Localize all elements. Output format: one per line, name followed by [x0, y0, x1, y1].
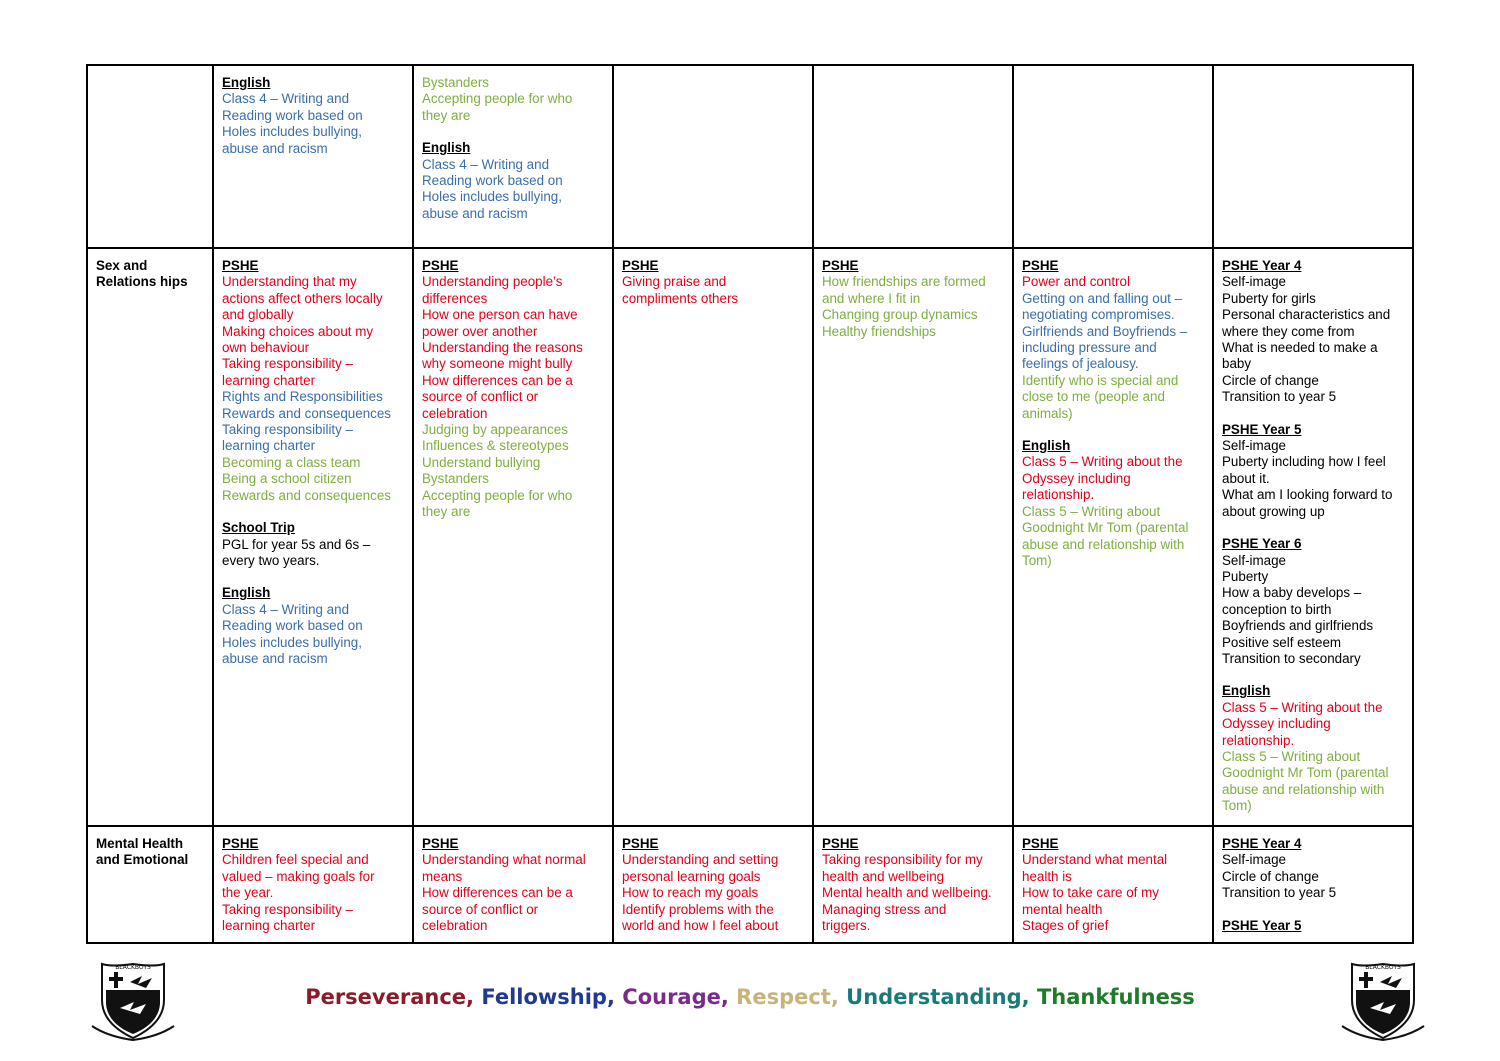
- cell-line: Accepting people for who: [422, 91, 573, 107]
- cell-line: feelings of jealousy.: [1022, 356, 1139, 372]
- section-heading: PSHE: [422, 258, 459, 273]
- cell-line: celebration: [422, 405, 488, 421]
- cell-line: Tom): [1222, 798, 1252, 814]
- section-heading: English: [222, 75, 271, 90]
- cell-line: Identify who is special and: [1022, 372, 1179, 388]
- cell-line: Puberty: [1222, 568, 1269, 584]
- cell-line: abuse and racism: [222, 650, 328, 666]
- school-value-word: Fellowship: [481, 985, 607, 1009]
- cell-line: Becoming a class team: [222, 454, 361, 470]
- cell-line: about it.: [1222, 470, 1270, 486]
- cell-line: learning charter: [222, 438, 316, 454]
- cell-line: source of conflict or: [422, 389, 539, 405]
- section-heading: PSHE: [622, 258, 659, 273]
- cell-line: triggers.: [822, 918, 871, 934]
- table-cell: [613, 65, 813, 248]
- cell-line: PGL for year 5s and 6s –: [222, 536, 371, 552]
- cell-line: Taking responsibility –: [222, 422, 353, 438]
- cell-section: [1222, 258, 1408, 406]
- table-cell: [1213, 248, 1413, 826]
- section-heading: English: [222, 585, 271, 601]
- cell-line: Class 4 – Writing and: [222, 601, 350, 617]
- cell-line: Giving praise and: [622, 274, 727, 290]
- crest-top-text: BLACKBOYS: [115, 964, 151, 971]
- cell-line: relationship.: [1022, 487, 1095, 503]
- cell-line: negotiating compromises.: [1022, 307, 1175, 323]
- cell-line: Self-image: [1222, 852, 1287, 868]
- cell-line: Positive self esteem: [1222, 634, 1342, 650]
- table-cell: [613, 248, 813, 826]
- school-values-footer: Perseverance, Fellowship, Courage, Respect, Understanding, Thankfulness: [305, 985, 1195, 1009]
- cell-line: Class 5 – Writing about the: [1022, 454, 1183, 470]
- cell-line: Being a school citizen: [222, 471, 352, 487]
- table-cell: [213, 248, 413, 826]
- cell-line: Accepting people for who: [422, 487, 573, 503]
- table-cell: [813, 248, 1013, 826]
- cell-line: How a baby develops –: [1222, 585, 1362, 601]
- cell-line: source of conflict or: [422, 901, 539, 917]
- cell-line: Getting on and falling out –: [1022, 290, 1183, 306]
- cell-line: Power and control: [1022, 274, 1130, 290]
- cell-line: Rights and Responsibilities: [222, 389, 383, 405]
- table-cell: [613, 826, 813, 943]
- cell-line: Children feel special and: [222, 852, 369, 868]
- section-heading: PSHE Year 5: [1222, 917, 1302, 933]
- cell-line: What is needed to make a: [1222, 340, 1378, 356]
- cell-line: abuse and racism: [422, 205, 528, 221]
- cell-line: Understand what mental: [1022, 852, 1168, 868]
- cell-line: Judging by appearances: [422, 422, 568, 438]
- cell-line: How differences can be a: [422, 885, 573, 901]
- cell-line: Understanding the reasons: [422, 340, 583, 356]
- table-cell: [1213, 65, 1413, 248]
- crest-top-text: BLACKBOYS: [1365, 964, 1401, 971]
- cell-line: Rewards and consequences: [222, 487, 391, 503]
- cell-line: celebration: [422, 918, 488, 934]
- cell-line: Bystanders: [422, 471, 489, 487]
- cell-line: relationship.: [1222, 732, 1295, 748]
- cell-line: How differences can be a: [422, 372, 573, 388]
- section-heading: PSHE Year 6: [1222, 536, 1302, 552]
- section-heading: PSHE: [222, 836, 259, 851]
- cell-line: Changing group dynamics: [822, 307, 978, 323]
- row-header: Sex and Relations hips: [87, 248, 213, 826]
- section-heading: PSHE: [1022, 836, 1059, 851]
- cell-line: Self-image: [1222, 274, 1287, 290]
- cell-line: Transition to secondary: [1222, 650, 1361, 666]
- cell-line: and globally: [222, 307, 294, 323]
- cell-line: abuse and relationship with: [1022, 536, 1185, 552]
- cell-line: differences: [422, 290, 488, 306]
- section-heading: English: [422, 140, 471, 156]
- cell-line: Personal characteristics and: [1222, 307, 1391, 323]
- cell-line: Self-image: [1222, 552, 1287, 568]
- cell-section: [222, 836, 408, 934]
- cell-line: Reading work based on: [222, 618, 363, 634]
- cell-line: Understand bullying: [422, 454, 541, 470]
- table-row: [87, 248, 1413, 826]
- cell-line: Self-image: [1222, 438, 1287, 454]
- cell-line: personal learning goals: [622, 868, 761, 884]
- cell-line: world and how I feel about: [622, 918, 779, 934]
- cell-line: abuse and racism: [222, 140, 328, 156]
- cell-line: where they come from: [1222, 323, 1355, 339]
- section-heading: PSHE: [422, 836, 459, 851]
- cell-line: Understanding that my: [222, 274, 357, 290]
- cell-section: [622, 836, 808, 934]
- school-value-word: Perseverance: [305, 985, 467, 1009]
- section-heading: School Trip: [222, 520, 295, 536]
- cell-section: [222, 585, 408, 667]
- cell-line: Boyfriends and girlfriends: [1222, 618, 1374, 634]
- cell-section: [1222, 536, 1408, 667]
- cell-line: How one person can have: [422, 307, 578, 323]
- cell-line: Reading work based on: [222, 107, 363, 123]
- cell-line: including pressure and: [1022, 340, 1157, 356]
- section-heading: PSHE: [1022, 258, 1059, 273]
- cell-section: [1222, 918, 1408, 934]
- cell-section: [822, 836, 1008, 934]
- school-value-word: Understanding: [846, 985, 1022, 1009]
- cell-line: Circle of change: [1222, 372, 1319, 388]
- cell-line: Understanding what normal: [422, 852, 586, 868]
- cell-section: [422, 140, 608, 222]
- cell-line: Transition to year 5: [1222, 885, 1337, 901]
- cell-line: Identify problems with the: [622, 901, 774, 917]
- table-row: [87, 826, 1413, 943]
- table-cell: [1013, 248, 1213, 826]
- section-heading: PSHE Year 4: [1222, 836, 1302, 851]
- cell-line: Goodnight Mr Tom (parental: [1222, 765, 1389, 781]
- table-cell: [1013, 826, 1213, 943]
- cell-line: Taking responsibility –: [222, 901, 353, 917]
- cell-line: Making choices about my: [222, 323, 374, 339]
- cell-line: health and wellbeing: [822, 868, 945, 884]
- cell-line: they are: [422, 504, 471, 520]
- school-value-word: Thankfulness: [1036, 985, 1195, 1009]
- section-heading: PSHE: [222, 258, 259, 273]
- table-cell: [1213, 826, 1413, 943]
- cell-line: Taking responsibility –: [222, 356, 353, 372]
- cell-section: [822, 258, 1008, 340]
- cell-line: Understanding and setting: [622, 852, 779, 868]
- cell-section: [422, 258, 608, 521]
- school-crest-right-icon: [1340, 960, 1426, 1044]
- cell-line: Reading work based on: [422, 173, 563, 189]
- cell-line: learning charter: [222, 372, 316, 388]
- table-cell: [213, 65, 413, 248]
- cell-line: Transition to year 5: [1222, 389, 1337, 405]
- cell-line: they are: [422, 107, 471, 123]
- table-cell: [213, 826, 413, 943]
- section-heading: PSHE: [822, 836, 859, 851]
- curriculum-table: [86, 64, 1414, 944]
- cell-line: means: [422, 868, 463, 884]
- cell-section: [422, 836, 608, 934]
- cell-line: every two years.: [222, 552, 320, 568]
- school-value-word: Respect: [736, 985, 831, 1009]
- cell-section: [222, 258, 408, 504]
- cell-line: Stages of grief: [1022, 918, 1109, 934]
- section-heading: PSHE: [822, 258, 859, 273]
- cell-line: Class 5 – Writing about the: [1222, 699, 1383, 715]
- cell-section: [1222, 683, 1408, 814]
- cell-line: power over another: [422, 323, 538, 339]
- cell-line: the year.: [222, 885, 274, 901]
- cell-line: compliments others: [622, 290, 739, 306]
- cell-line: Rewards and consequences: [222, 405, 391, 421]
- cell-line: valued – making goals for: [222, 868, 375, 884]
- cell-line: Puberty including how I feel: [1222, 454, 1386, 470]
- cell-line: Taking responsibility for my: [822, 852, 983, 868]
- cell-section: [222, 75, 408, 157]
- cell-section: [1022, 258, 1208, 422]
- school-value-word: Courage: [622, 985, 721, 1009]
- section-heading: English: [1022, 438, 1071, 454]
- cell-line: How to reach my goals: [622, 885, 759, 901]
- cell-line: why someone might bully: [422, 356, 573, 372]
- cell-line: close to me (people and: [1022, 389, 1165, 405]
- table-cell: [413, 248, 613, 826]
- curriculum-table-body: [87, 65, 1413, 943]
- cell-section: [1222, 836, 1408, 902]
- cell-line: about growing up: [1222, 503, 1325, 519]
- cell-section: [422, 75, 608, 124]
- school-crest-left-icon: [90, 960, 176, 1044]
- cell-line: Class 5 – Writing about: [1022, 503, 1161, 519]
- cell-section: [622, 258, 808, 307]
- cell-line: Holes includes bullying,: [422, 189, 562, 205]
- cell-section: [1022, 438, 1208, 569]
- row-header: Mental Health and Emotional: [87, 826, 213, 943]
- cell-line: Tom): [1022, 552, 1052, 568]
- cell-line: Class 4 – Writing and: [422, 156, 550, 172]
- section-heading: PSHE Year 5: [1222, 421, 1302, 437]
- cell-line: Holes includes bullying,: [222, 124, 362, 140]
- table-cell: [413, 65, 613, 248]
- section-heading: English: [1222, 683, 1271, 699]
- cell-line: health is: [1022, 868, 1072, 884]
- cell-line: and where I fit in: [822, 290, 921, 306]
- cell-line: How friendships are formed: [822, 274, 986, 290]
- cell-line: own behaviour: [222, 340, 310, 356]
- cell-line: Puberty for girls: [1222, 290, 1316, 306]
- table-cell: [813, 826, 1013, 943]
- cell-line: What am I looking forward to: [1222, 487, 1393, 503]
- table-row: [87, 65, 1413, 248]
- table-cell: [413, 826, 613, 943]
- section-heading: PSHE: [622, 836, 659, 851]
- cell-line: Odyssey including: [1022, 470, 1131, 486]
- cell-line: Understanding people’s: [422, 274, 563, 290]
- cell-line: Mental health and wellbeing.: [822, 885, 992, 901]
- cell-line: abuse and relationship with: [1222, 781, 1385, 797]
- cell-line: actions affect others locally: [222, 290, 383, 306]
- cell-line: Odyssey including: [1222, 716, 1331, 732]
- cell-line: Girlfriends and Boyfriends –: [1022, 323, 1188, 339]
- cell-line: Managing stress and: [822, 901, 947, 917]
- cell-section: [1222, 422, 1408, 520]
- cell-line: Goodnight Mr Tom (parental: [1022, 520, 1189, 536]
- cell-line: Holes includes bullying,: [222, 634, 362, 650]
- cell-section: [1022, 836, 1208, 934]
- cell-line: baby: [1222, 356, 1252, 372]
- cell-section: [222, 520, 408, 569]
- table-cell: [1013, 65, 1213, 248]
- section-heading: PSHE Year 4: [1222, 258, 1302, 273]
- cell-line: Class 4 – Writing and: [222, 91, 350, 107]
- cell-line: mental health: [1022, 901, 1103, 917]
- cell-line: How to take care of my: [1022, 885, 1159, 901]
- row-header: [87, 65, 213, 248]
- cell-line: learning charter: [222, 918, 316, 934]
- cell-line: Circle of change: [1222, 868, 1319, 884]
- cell-line: Bystanders: [422, 75, 489, 90]
- cell-line: Healthy friendships: [822, 323, 936, 339]
- cell-line: conception to birth: [1222, 601, 1332, 617]
- cell-line: Class 5 – Writing about: [1222, 748, 1361, 764]
- cell-line: animals): [1022, 405, 1073, 421]
- cell-line: Influences & stereotypes: [422, 438, 569, 454]
- table-cell: [813, 65, 1013, 248]
